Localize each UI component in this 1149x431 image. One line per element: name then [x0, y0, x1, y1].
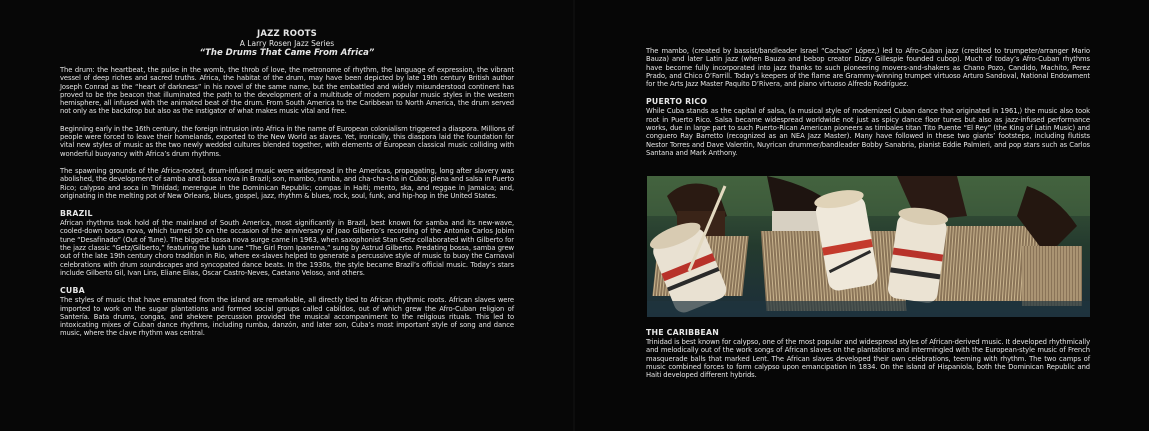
drummers-photo-illustration — [647, 176, 1090, 317]
drummers-photo — [647, 176, 1090, 317]
spawning-paragraph: The spawning grounds of the Africa-rooted, drum-infused music were widespread in the Americas, propagating, long after slavery was abolished, the development of samba and bossa nova in Brazil; son, mambo, rumba, and cha-cha-cha in Cuba; plena and salsa in Puerto Rico; calypso and soca in Trinidad; merengue in the Dominican Republic; compas in Haiti; mento, ska, and reggae in Jamaica; and, originating in the melting pot of New Orleans, blues, gospel, jazz, rhythm & blues, rock, soul, funk, and hip-hop in the United States. — [60, 166, 514, 200]
chapter-title: “The Drums That Came From Africa” — [199, 48, 375, 58]
cuba-heading: CUBA — [60, 286, 85, 296]
puerto-rico-heading: PUERTO RICO — [646, 97, 708, 107]
cuba-paragraph: The styles of music that have emanated from the island are remarkable, all directly tied to African rhythmic roots. African slaves were imported to work on the sugar plantations and formed social groups called cabildos, out of which grew the Afro-Cuban religion of Santería. Bata drums, congas, and shekere percussion provided the musical accompaniment to the religious rituals. This led to intoxicating mixes of Cuban dance rhythms, including rumba, danzón, and later son, Cuba’s most important style of song and dance music, where the clave rhythm was central. — [60, 296, 514, 338]
brazil-paragraph: African rhythms took hold of the mainland of South America, most significantly in Brazil, best known for samba and its new-wave, cooled-down bossa nova, which turned 50 on the occasion of the anniversary of Joao Gilberto’s recording of the Antonio Carlos Jobim tune “Desafinado” (Out of Tune). The biggest bossa nova surge came in 1963, when saxophonist Stan Getz collaborated with Gilberto for the jazz classic “Getz/Gilberto,” featuring the lush tune “The Girl From Ipanema,” sung by Astrud Gilberto. Predating bossa, samba grew out of the late 19th century choro tradition in Rio, where ex-slaves helped to generate a percussive style of music to buoy the Carnaval celebrations with drum soundscapes and syncopated dance beats. In the 1930s, the style became Brazil’s official music. Today’s stars include Gilberto Gil, Ivan Lins, Eliane Elias, Oscar Castro-Neves, Caetano Veloso, and others. — [60, 219, 514, 277]
intro-paragraph: The drum: the heartbeat, the pulse in the womb, the throb of love, the metronome of rhythm, the language of expression, the vibrant vessel of deep riches and sacred truths. Africa, the habitat of the drum, may have been depicted by late 19th century British author Joseph Conrad as the “heart of darkness” in his novel of the same name, but the embattled and widely misunderstood continent has proved to be the beacon that illuminated the path to the development of a multitude of modern popular music styles in the western hemisphere, all infused with the animated beat of the drum. From South America to the Caribbean to North America, the drum served not only as the backdrop but also as the instigator of what makes music vital and free. — [60, 66, 514, 116]
left-page — [0, 0, 574, 431]
right-column-top — [646, 47, 1090, 166]
caribbean-heading: THE CARIBBEAN — [646, 328, 719, 337]
page-header — [60, 29, 514, 59]
puerto-rico-paragraph: While Cuba stands as the capital of salsa, (a musical style of modernized Cuban dance that originated in 1961,) the music also took root in Puerto Rico. Salsa became widespread worldwide not just as spicy dance floor tunes but also as jazz-infused performance works, due in large part to such Puerto-Rican American pioneers as timbales titan Tito Puente “El Rey” (the King of Latin Music) and conguero Ray Barretto (recognized as an NEA Jazz Master). Many have followed in these two giants’ footsteps, including flutists Nestor Torres and Dave Valentin, Nuyrican drummer/bandleader Bobby Sanabria, pianist Eddie Palmieri, and pop stars such as Carlos Santana and Mark Anthony. — [646, 107, 1090, 157]
right-column-bottom — [646, 328, 1090, 388]
book-title: JAZZ ROOTS — [257, 29, 317, 39]
diaspora-paragraph: Beginning early in the 16th century, the foreign intrusion into Africa in the name of European colonialism triggered a diaspora. Millions of people were forced to leave their homelands, exported to the New World as slaves. Yet, ironically, this diaspora laid the foundation for vital new styles of music as the two newly wedded cultures blended together, with elements of European classical music colliding with wonderful buoyancy with Africa’s drum rhythms. — [60, 124, 514, 158]
mambo-paragraph: The mambo, (created by bassist/bandleader Israel “Cachao” López,) led to Afro-Cuban jazz (credited to trumpeter/arranger Mario Bauza) and later Latin jazz (when Bauza and bebop creator Dizzy Gillespie founded cubop). Much of today’s Afro-Cuban rhythms have become fully incorporated into jazz thanks to such pioneering movers-and-shakers as Chano Pozo, Candido, Machito, Perez Prado, and Chico O’Farrill. Today’s keepers of the flame are Grammy-winning trumpet virtuoso Arturo Sandoval, National Endowment for the Arts Jazz Master Paquito D’Rivera, and piano virtuoso Alfredo Rodríguez. — [646, 47, 1090, 89]
brazil-heading: BRAZIL — [60, 209, 93, 219]
right-page — [575, 0, 1149, 431]
series-name: A Larry Rosen Jazz Series — [239, 39, 335, 48]
left-column — [60, 66, 514, 347]
caribbean-paragraph: Trinidad is best known for calypso, one of the most popular and widespread styles of African-derived music. It developed rhythmically and melodically out of the work songs of African slaves on the plantations and intermingled with the European-style music of French masquerade balls that marked Lent. The African slaves developed their own celebrations, teeming with rhythm. The two camps of music combined forces to form calypso upon emancipation in 1834. On the island of Hispaniola, both the Dominican Republic and Haiti developed different hybrids. — [646, 338, 1090, 380]
